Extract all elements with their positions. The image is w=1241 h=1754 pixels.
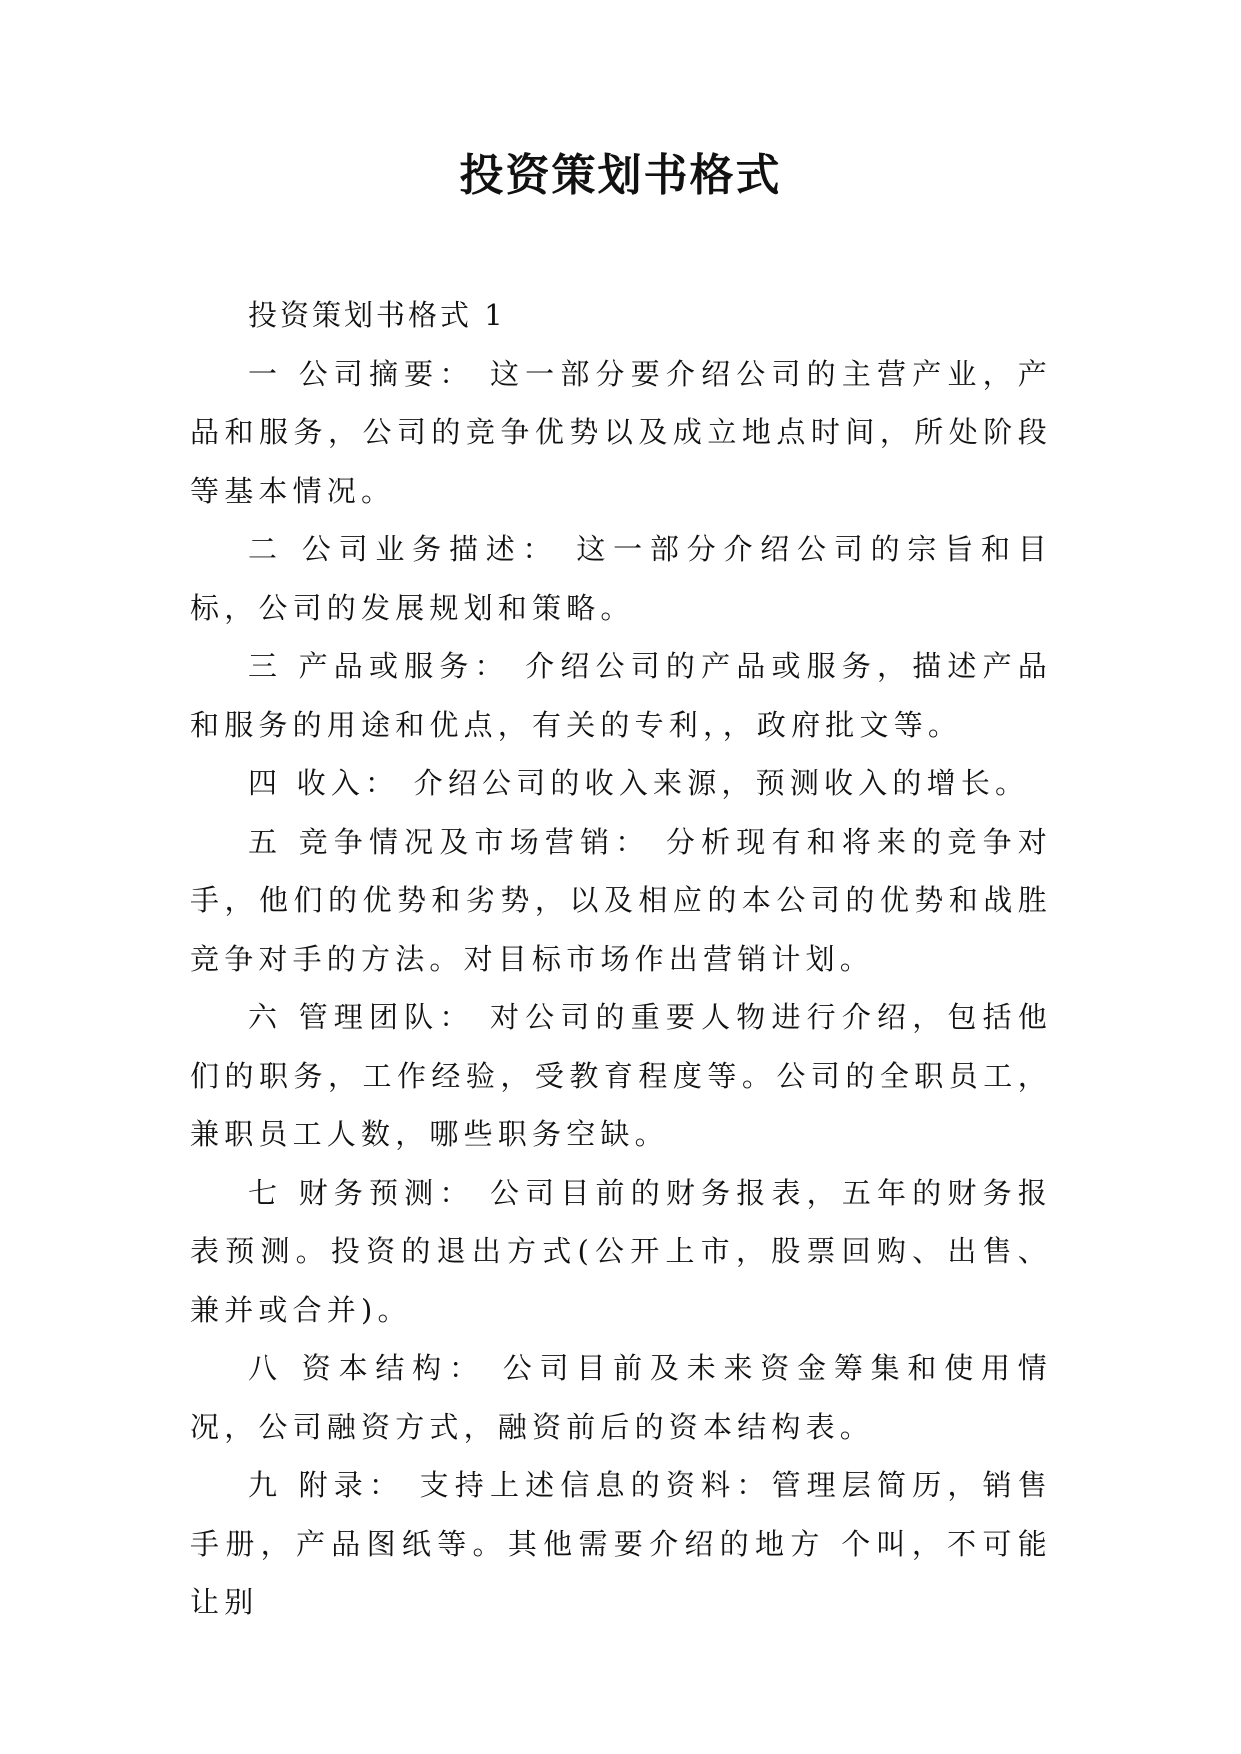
section-subheading: 投资策划书格式 1 <box>248 298 506 332</box>
paragraph-business-description: 二 公司业务描述： 这一部分介绍公司的宗旨和目标，公司的发展规划和策略。 <box>190 532 1052 625</box>
paragraph-appendix: 九 附录： 支持上述信息的资料：管理层简历，销售手册，产品图纸等。其他需要介绍的地方 个叫，不可能让别 <box>190 1468 1052 1619</box>
paragraph-capital-structure: 八 资本结构： 公司目前及未来资金筹集和使用情况，公司融资方式，融资前后的资本结构表。 <box>190 1351 1052 1444</box>
document-body <box>190 286 1052 1632</box>
paragraph-financial-forecast: 七 财务预测： 公司目前的财务报表，五年的财务报表预测。投资的退出方式(公开上市，股票回购、出售、兼并或合并)。 <box>190 1175 1052 1327</box>
paragraph-competition-marketing: 五 竞争情况及市场营销： 分析现有和将来的竞争对手，他们的优势和劣势，以及相应的本公司的优势和战胜竞争对手的方法。对目标市场作出营销计划。 <box>190 824 1052 976</box>
paragraph-management-team: 六 管理团队： 对公司的重要人物进行介绍，包括他们的职务，工作经验，受教育程度等。公司的全职员工，兼职员工人数，哪些职务空缺。 <box>190 1000 1052 1151</box>
paragraph-company-summary: 一 公司摘要： 这一部分要介绍公司的主营产业，产品和服务，公司的竞争优势以及成立地点时间，所处阶段等基本情况。 <box>190 356 1052 508</box>
paragraph-products-services: 三 产品或服务： 介绍公司的产品或服务，描述产品和服务的用途和优点，有关的专利，，政府批文等。 <box>190 649 1052 742</box>
paragraph-revenue: 四 收入： 介绍公司的收入来源，预测收入的增长。 <box>248 766 1030 800</box>
document-title: 投资策划书格式 <box>459 150 782 201</box>
